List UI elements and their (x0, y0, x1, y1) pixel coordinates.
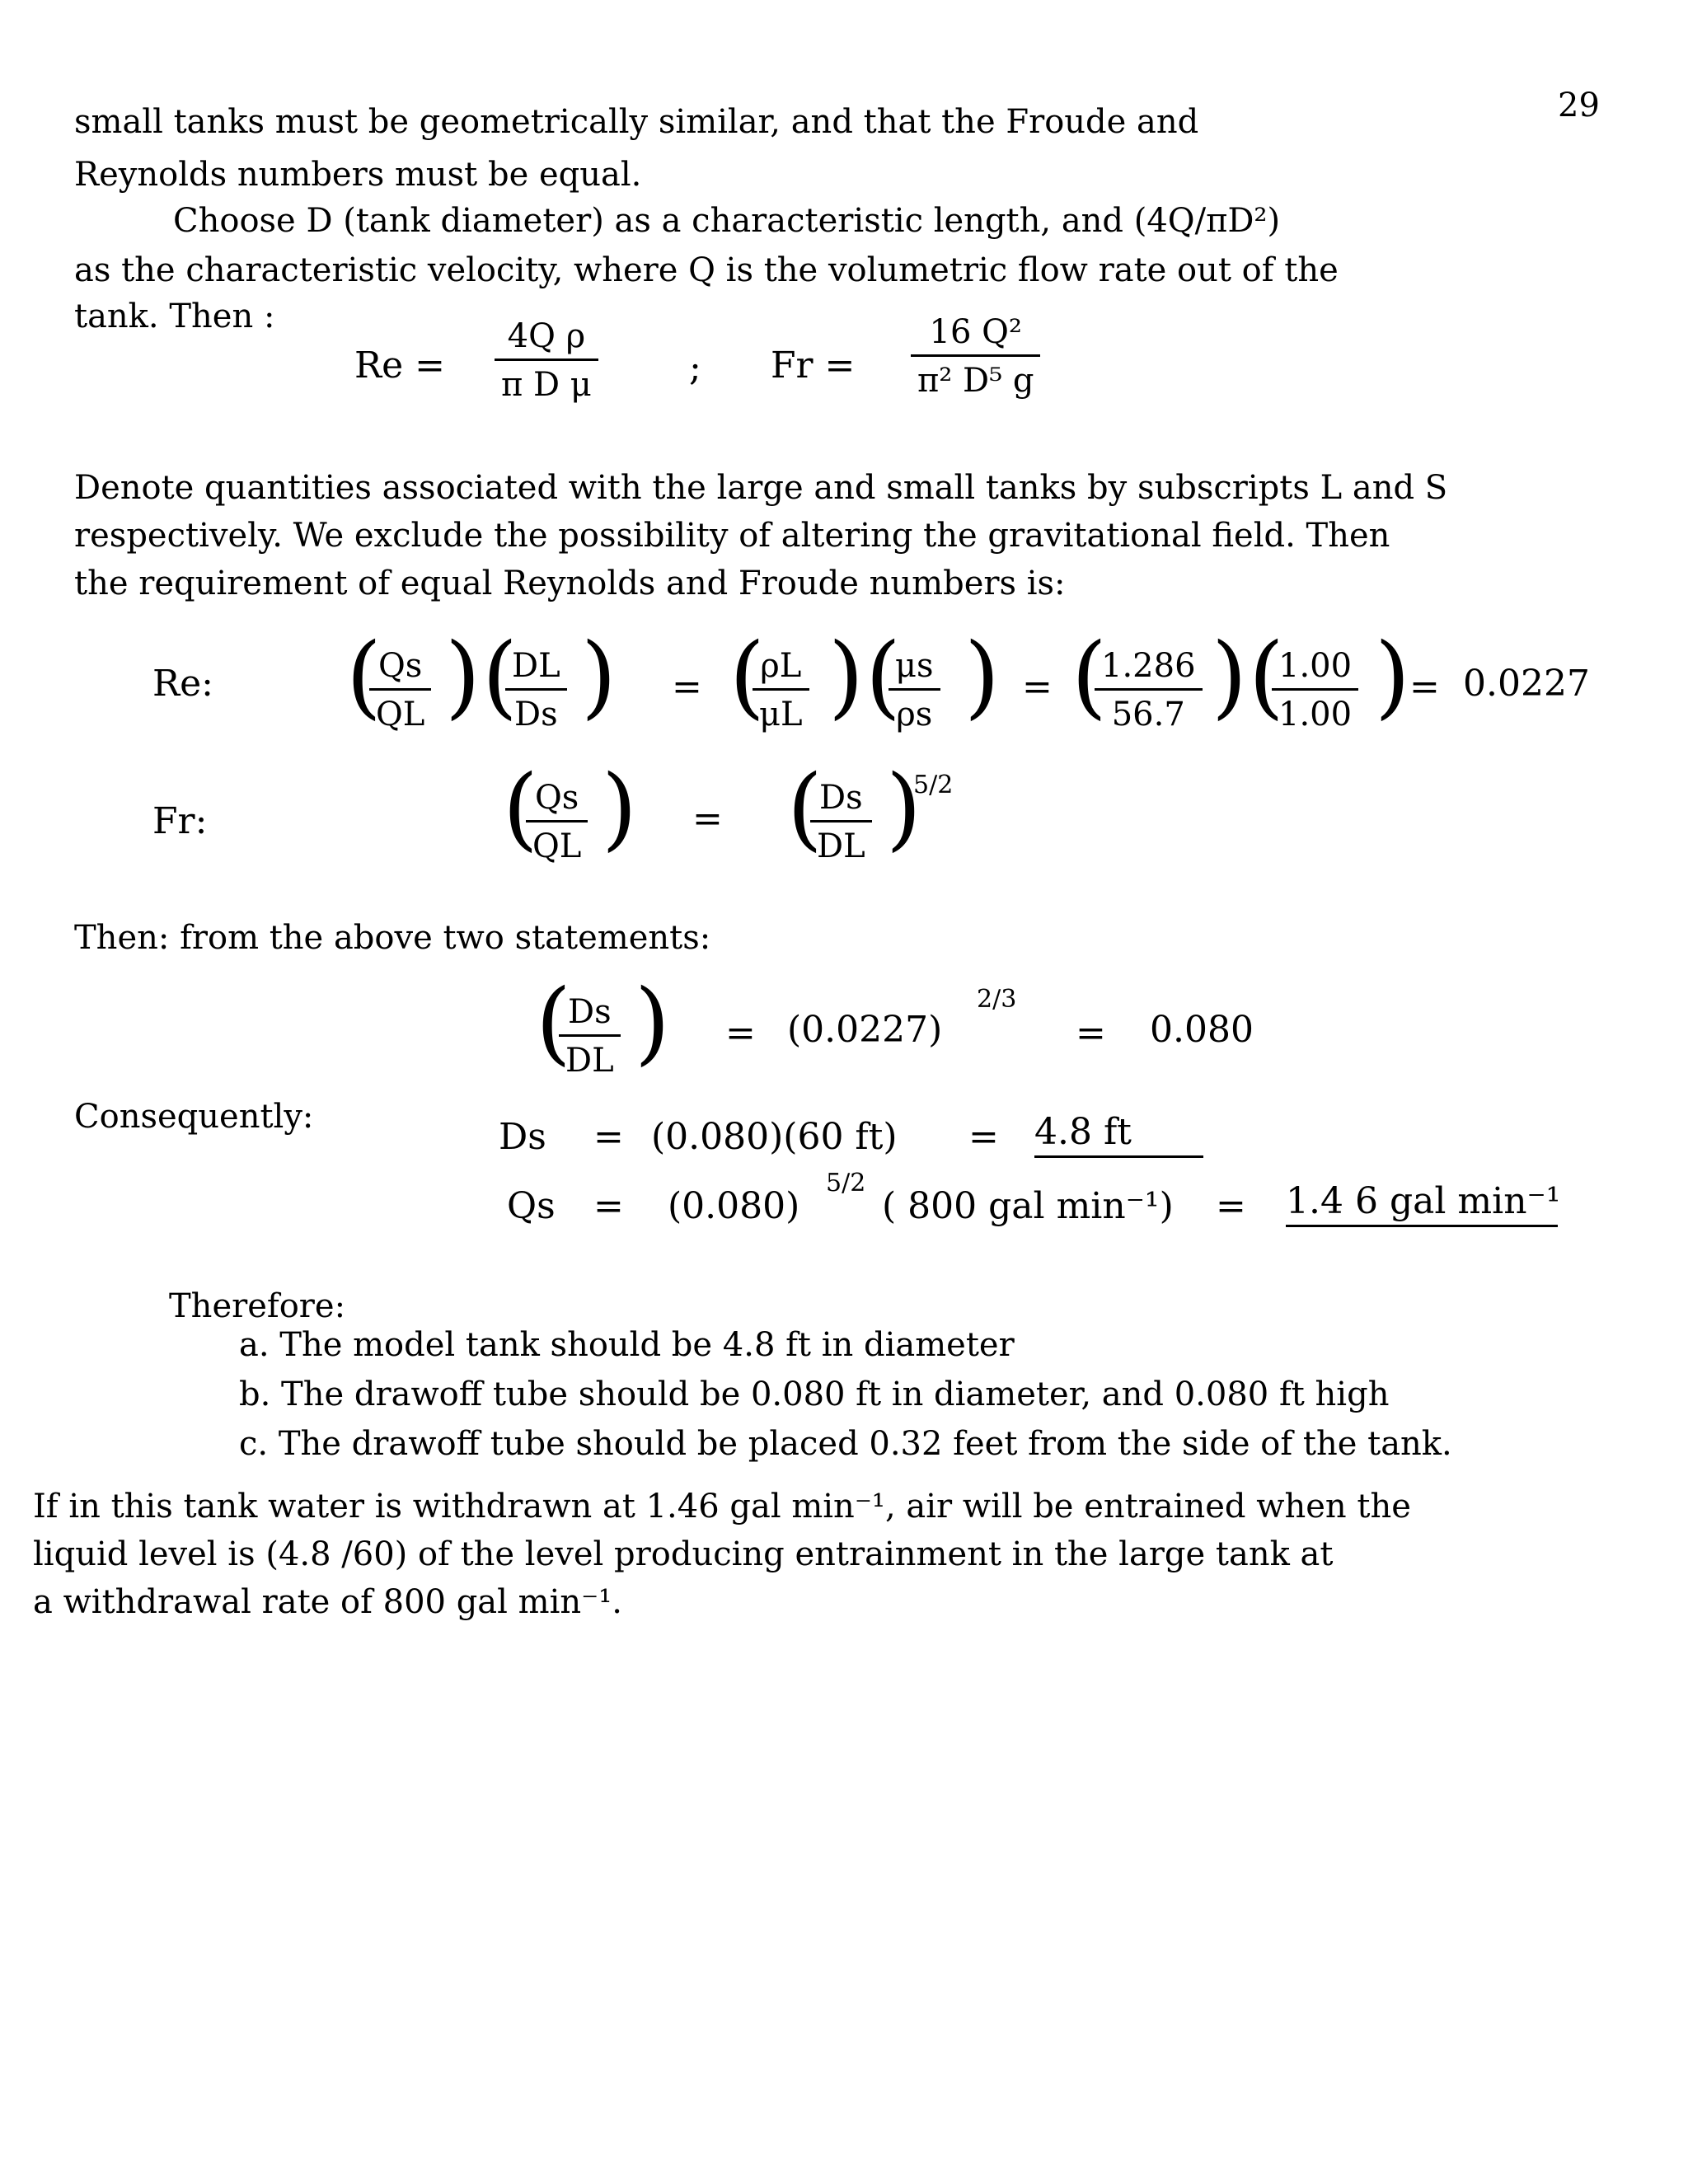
qs-expression: ( 800 gal min⁻¹) (882, 1185, 1174, 1227)
consequently-label: Consequently: (74, 1098, 314, 1136)
therefore-item-b: b. The drawoff tube should be 0.080 ft in diameter, and 0.080 ft high (239, 1376, 1390, 1413)
frac-den: QL (376, 696, 425, 733)
ds-result: 4.8 ft (1034, 1114, 1203, 1158)
re-def-fraction (495, 317, 598, 404)
frac-den: Ds (514, 696, 558, 733)
ds-lhs: Ds (499, 1116, 546, 1158)
paren-close: ) (445, 623, 481, 729)
frac-num: DL (505, 647, 567, 691)
fr-def-label: Fr = (771, 344, 856, 387)
frac-num: 1.286 (1095, 647, 1203, 691)
qs-base: (0.080) (668, 1185, 800, 1227)
qs-result: 1.4 6 gal min⁻¹ (1286, 1183, 1558, 1227)
then-text: Then: from the above two statements: (74, 919, 711, 957)
defs-separator: ; (689, 347, 701, 389)
re-def-label: Re = (354, 344, 446, 387)
qs-exponent: 5/2 (826, 1169, 866, 1197)
re-frac-100-100 (1272, 647, 1358, 733)
intro-line-3: Choose D (tank diameter) as a characteristic length, and (4Q/πD²) (173, 202, 1281, 240)
intro-line-4: as the characteristic velocity, where Q is the volumetric flow rate out of the (74, 251, 1339, 289)
frac-den: μL (759, 696, 803, 733)
paren-open: ( (536, 969, 571, 1075)
frac-num: Ds (810, 779, 872, 823)
re-eq-equals-1: = (672, 666, 702, 708)
frac-den: 56.7 (1111, 696, 1185, 733)
fr-def-numerator: 16 Q² (911, 313, 1040, 357)
re-frac-qs-ql (369, 647, 431, 733)
re-eq-label: Re: (152, 663, 213, 705)
frac-num: ρL (753, 647, 809, 691)
re-def-denominator: π D μ (501, 366, 592, 404)
fr-frac-ds-dl (810, 779, 872, 865)
paren-close: ) (602, 755, 637, 860)
ds-equals-2: = (968, 1116, 999, 1158)
therefore-item-c: c. The drawoff tube should be placed 0.32 feet from the side of the tank. (239, 1425, 1452, 1463)
paren-close: ) (886, 755, 921, 860)
frac-den: ρs (896, 696, 933, 733)
ds-eq-base: (0.0227) (787, 1009, 943, 1051)
final-line-2: liquid level is (4.8 /60) of the level producing entrainment in the large tank at (33, 1535, 1334, 1573)
fr-eq-label: Fr: (152, 800, 208, 842)
paren-open: ( (1071, 623, 1107, 729)
frac-den: 1.00 (1278, 696, 1353, 733)
paren-close: ) (581, 623, 617, 729)
paren-open: ( (482, 623, 518, 729)
paren-open: ( (346, 623, 382, 729)
final-line-1: If in this tank water is withdrawn at 1.46 gal min⁻¹, air will be entrained when the (33, 1488, 1411, 1526)
ds-eq-exponent: 2/3 (977, 985, 1017, 1014)
paren-close: ) (1212, 623, 1247, 729)
paren-open: ( (865, 623, 901, 729)
paren-close: ) (964, 623, 1000, 729)
qs-lhs: Qs (507, 1185, 556, 1227)
intro-line-1: small tanks must be geometrically similar, and that the Froude and (74, 103, 1199, 141)
re-frac-rhol-mul (753, 647, 809, 733)
re-eq-equals-2: = (1022, 666, 1053, 708)
therefore-item-a: a. The model tank should be 4.8 ft in diameter (239, 1326, 1015, 1364)
frac-den: DL (565, 1042, 614, 1080)
paren-open: ( (503, 755, 538, 860)
ds-equals: = (593, 1116, 624, 1158)
frac-num: μs (889, 647, 940, 691)
paren-open: ( (729, 623, 765, 729)
fr-eq-exponent: 5/2 (913, 771, 954, 799)
paren-open: ( (787, 755, 823, 860)
therefore-label: Therefore: (169, 1287, 346, 1325)
paren-close: ) (635, 969, 670, 1075)
re-frac-dl-ds (505, 647, 567, 733)
frac-den: DL (817, 827, 865, 865)
final-line-3: a withdrawal rate of 800 gal min⁻¹. (33, 1583, 622, 1621)
re-frac-1286-567 (1095, 647, 1203, 733)
ds-expression: (0.080)(60 ft) (651, 1116, 898, 1158)
fr-def-denominator: π² D⁵ g (917, 362, 1034, 400)
frac-num: Qs (369, 647, 431, 691)
frac-num: 1.00 (1272, 647, 1358, 691)
re-eq-result: 0.0227 (1463, 663, 1590, 705)
re-def-numerator: 4Q ρ (495, 317, 598, 361)
intro-line-5: tank. Then : (74, 298, 275, 335)
frac-num: Ds (559, 993, 621, 1037)
ds-eq-equals-1: = (725, 1012, 756, 1054)
re-frac-mus-rhos (889, 647, 940, 733)
frac-num: Qs (526, 779, 588, 823)
fr-def-fraction (911, 313, 1040, 400)
denote-line-2: respectively. We exclude the possibility of altering the gravitational field. Then (74, 517, 1390, 555)
qs-equals: = (593, 1185, 624, 1227)
frac-den: QL (532, 827, 582, 865)
fr-frac-qs-ql (526, 779, 588, 865)
denote-line-1: Denote quantities associated with the large and small tanks by subscripts L and S (74, 469, 1448, 507)
ds-eq-result: 0.080 (1150, 1009, 1254, 1051)
qs-equals-2: = (1216, 1185, 1246, 1227)
paren-close: ) (828, 623, 864, 729)
page-number: 29 (1558, 87, 1600, 124)
fr-eq-equals: = (692, 798, 723, 840)
ds-frac-ds-dl (559, 993, 621, 1080)
re-eq-equals-3: = (1409, 666, 1440, 708)
denote-line-3: the requirement of equal Reynolds and Froude numbers is: (74, 565, 1066, 602)
paren-open: ( (1249, 623, 1284, 729)
intro-line-2: Reynolds numbers must be equal. (74, 156, 642, 194)
ds-eq-equals-2: = (1076, 1012, 1106, 1054)
paren-close: ) (1375, 623, 1410, 729)
